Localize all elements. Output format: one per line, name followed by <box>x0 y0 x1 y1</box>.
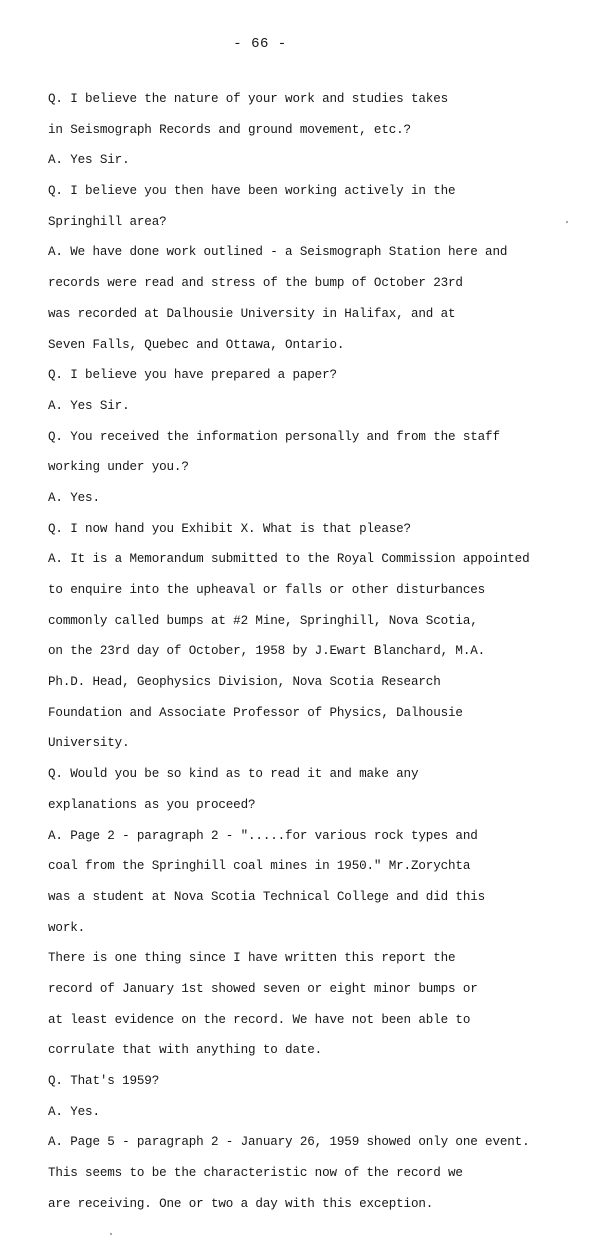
transcript-line: Q. That's 1959? <box>48 1074 160 1088</box>
transcript-line: Ph.D. Head, Geophysics Division, Nova Scotia Research <box>48 675 441 690</box>
transcript-line: to enquire into the upheaval or falls or other disturbances <box>48 583 486 597</box>
transcript-line: Q. You received the information personally and from the staff <box>48 429 500 444</box>
transcript-line: There is one thing since I have written this report the <box>48 951 456 966</box>
transcript-line: on the 23rd day of October, 1958 by J.Ewart Blanchard, M.A. <box>48 644 486 659</box>
transcript-line: A. Yes. <box>48 490 100 505</box>
transcript-line: in Seismograph Records and ground movement, etc.? <box>48 122 411 137</box>
transcript-line: was a student at Nova Scotia Technical College and did this <box>48 889 486 904</box>
transcript-line: A. Yes Sir. <box>48 398 130 413</box>
transcript-line: A. Yes Sir. <box>48 153 130 168</box>
transcript-line: record of January 1st showed seven or eight minor bumps or <box>48 981 478 996</box>
transcript-line: was recorded at Dalhousie University in Halifax, and at <box>48 306 456 321</box>
paper-speck <box>110 1233 112 1235</box>
transcript-line: commonly called bumps at #2 Mine, Springhill, Nova Scotia, <box>48 613 478 628</box>
transcript-line: Q. Would you be so kind as to read it and make any <box>48 767 419 782</box>
transcript-line: Q. I believe you then have been working actively in the <box>48 184 456 199</box>
transcript-line: Q. I believe you have prepared a paper? <box>48 368 337 383</box>
transcript-line: Foundation and Associate Professor of Physics, Dalhousie <box>48 705 463 720</box>
transcript-line: at least evidence on the record. We have not been able to <box>48 1012 471 1027</box>
transcript-line: Q. I believe the nature of your work and studies takes <box>48 92 449 106</box>
transcript-line: University. <box>48 736 130 751</box>
transcript-line: A. Page 2 - paragraph 2 - ".....for various rock types and <box>48 828 478 843</box>
transcript-line: This seems to be the characteristic now of the record we <box>48 1166 463 1181</box>
transcript-line: A. Page 5 - paragraph 2 - January 26, 1959 showed only one event. <box>48 1135 530 1150</box>
transcript-line: Q. I now hand you Exhibit X. What is that please? <box>48 521 411 536</box>
transcript-line: A. We have done work outlined - a Seismograph Station here and <box>48 245 508 260</box>
transcript-line: corrulate that with anything to date. <box>48 1043 323 1058</box>
transcript-line: are receiving. One or two a day with this exception. <box>48 1196 434 1211</box>
page-number: - 66 - <box>233 36 287 52</box>
transcript-body <box>48 84 593 1219</box>
transcript-line: A. Yes. <box>48 1104 100 1119</box>
transcript-line: coal from the Springhill coal mines in 1950." Mr.Zorychta <box>48 859 471 874</box>
transcript-line: work. <box>48 920 86 935</box>
transcript-line: Springhill area? <box>48 214 167 229</box>
transcript-line: records were read and stress of the bump of October 23rd <box>48 276 463 291</box>
paper-speck <box>566 221 568 223</box>
transcript-line: Seven Falls, Quebec and Ottawa, Ontario. <box>48 337 345 352</box>
transcript-line: explanations as you proceed? <box>48 797 256 812</box>
transcript-line: working under you.? <box>48 460 189 475</box>
transcript-line: A. It is a Memorandum submitted to the Royal Commission appointed <box>48 552 530 567</box>
